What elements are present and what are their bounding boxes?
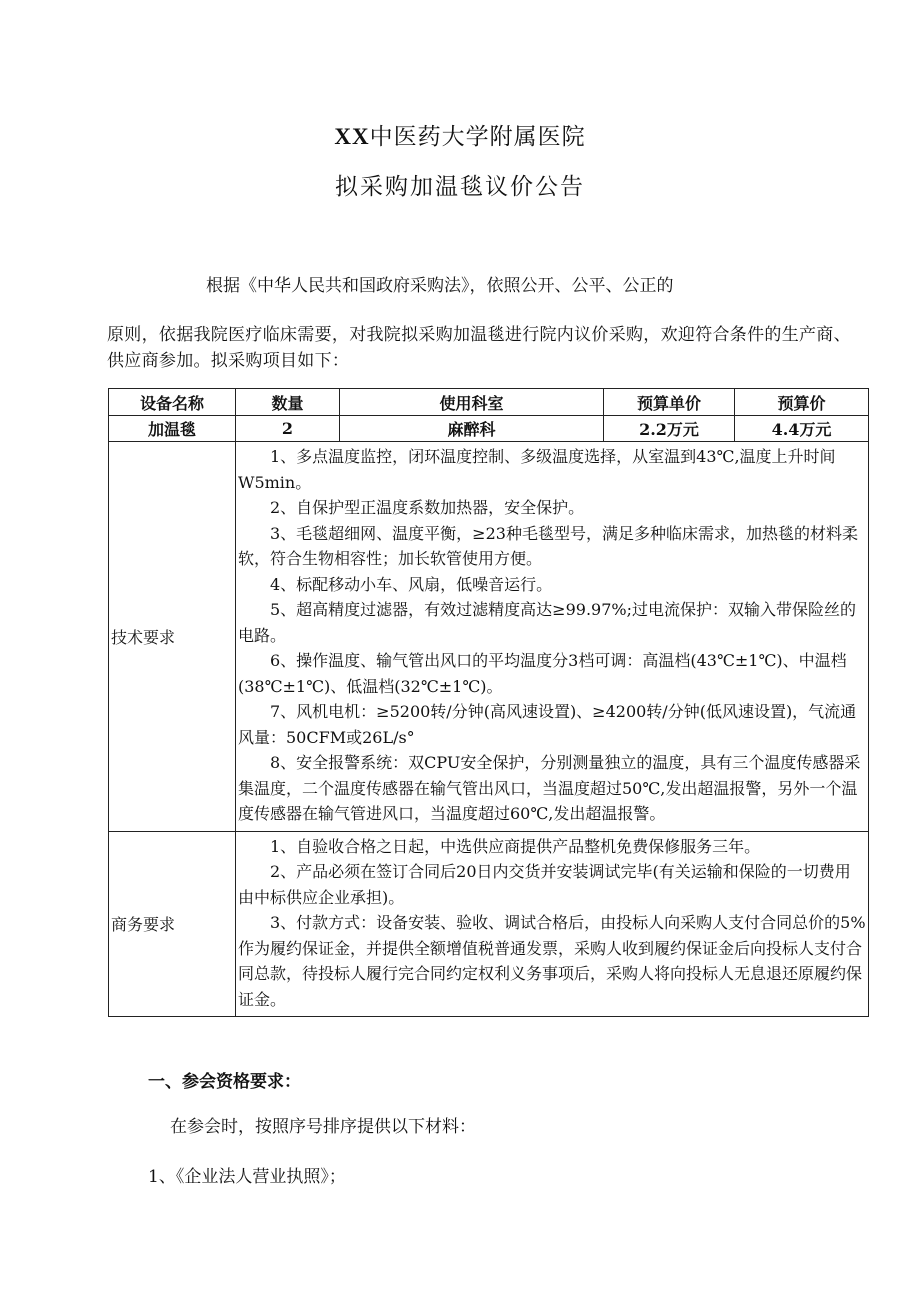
- business-item: 1、自验收合格之日起，中选供应商提供产品整机免费保修服务三年。: [270, 836, 761, 856]
- tech-item: 8、安全报警系统：双CPU安全保护，分别测量独立的温度，具有三个温度传感器采集温度，二个温度传感器在输气管出风口，当温度超过50℃,发出超温报警，另外一个温度传感器在输气管进风口，当温度超过60℃,发出超温报警。: [238, 753, 861, 823]
- intro-line-1: 根据《中华人民共和国政府采购法》，依照公开、公平、公正的: [206, 276, 674, 296]
- procurement-table: [108, 388, 869, 1017]
- header-unit-budget: 预算单价: [604, 389, 735, 416]
- tech-item: 2、自保护型正温度系数加热器，安全保护。: [270, 498, 585, 517]
- tech-item: 3、毛毯超细网、温度平衡，≥23种毛毯型号，满足多种临床需求，加热毯的材料柔软，符合生物相容性；加长软管使用方便。: [238, 523, 858, 568]
- business-requirements-content: [236, 831, 869, 1017]
- tech-item: 7、风机电机：≥5200转/分钟(高风速设置)、≥4200转/分钟(低风速设置)，气流通风量：50CFM或26L∕s°: [238, 702, 857, 747]
- cell-device-name: 加温毯: [109, 416, 236, 442]
- business-requirements-row: [109, 831, 869, 1017]
- tech-item: 1、多点温度监控，闭环温度控制、多级温度选择，从室温到43℃,温度上升时间W5min。: [238, 447, 836, 492]
- document-subtitle: 拟采购加温毯议价公告: [335, 174, 585, 200]
- tech-item: 4、标配移动小车、风扇，低噪音运行。: [270, 574, 553, 594]
- intro-line-2: 原则，依据我院医疗临床需要，对我院拟采购加温毯进行院内议价采购，欢迎符合条件的生产商、供应商参加。拟采购项目如下：: [107, 325, 851, 371]
- tech-requirements-label: 技术要求: [109, 442, 236, 832]
- tech-item: 6、操作温度、输气管出风口的平均温度分3档可调：高温档(43℃±1℃)、中温档(38℃±1℃)、低温档(32℃±1℃)。: [238, 651, 847, 696]
- section-heading-qualification: 一、参会资格要求：: [148, 1072, 301, 1092]
- header-device-name: 设备名称: [109, 389, 236, 416]
- header-total-budget: 预算价: [735, 389, 869, 416]
- business-item: 3、付款方式：设备安装、验收、调试合格后，由投标人向采购人支付合同总价的5%作为履约保证金，并提供全额增值税普通发票，采购人收到履约保证金后向投标人支付合同总款，待投标人履行完合同约定权利义务事项后，采购人将向投标人无息退还原履约保证金。: [238, 913, 866, 1009]
- cell-total-budget: 4.4万元: [735, 416, 869, 442]
- title-prefix: XX: [334, 124, 370, 149]
- table-row: [109, 416, 869, 442]
- tech-requirements-content: [236, 442, 869, 832]
- cell-department: 麻醉科: [340, 416, 604, 442]
- business-requirements-label: 商务要求: [109, 831, 236, 1017]
- tech-item: 5、超高精度过滤器，有效过滤精度高达≥99.97%;过电流保护：双输入带保险丝的电路。: [238, 600, 856, 645]
- tech-requirements-row: [109, 442, 869, 832]
- section-intro: 在参会时，按照序号排序提供以下材料：: [170, 1117, 476, 1137]
- title-hospital-name: 中医药大学附属医院: [369, 124, 586, 150]
- document-title: [0, 118, 920, 151]
- cell-quantity: 2: [236, 416, 340, 442]
- section-list-item: 1、《企业法人营业执照》；: [148, 1167, 346, 1187]
- cell-unit-budget: 2.2万元: [604, 416, 735, 442]
- business-item: 2、产品必须在签订合同后20日内交货并安装调试完毕(有关运输和保险的一切费用由中标供应企业承担)。: [238, 862, 851, 907]
- header-quantity: 数量: [236, 389, 340, 416]
- header-department: 使用科室: [340, 389, 604, 416]
- table-header-row: [109, 389, 869, 416]
